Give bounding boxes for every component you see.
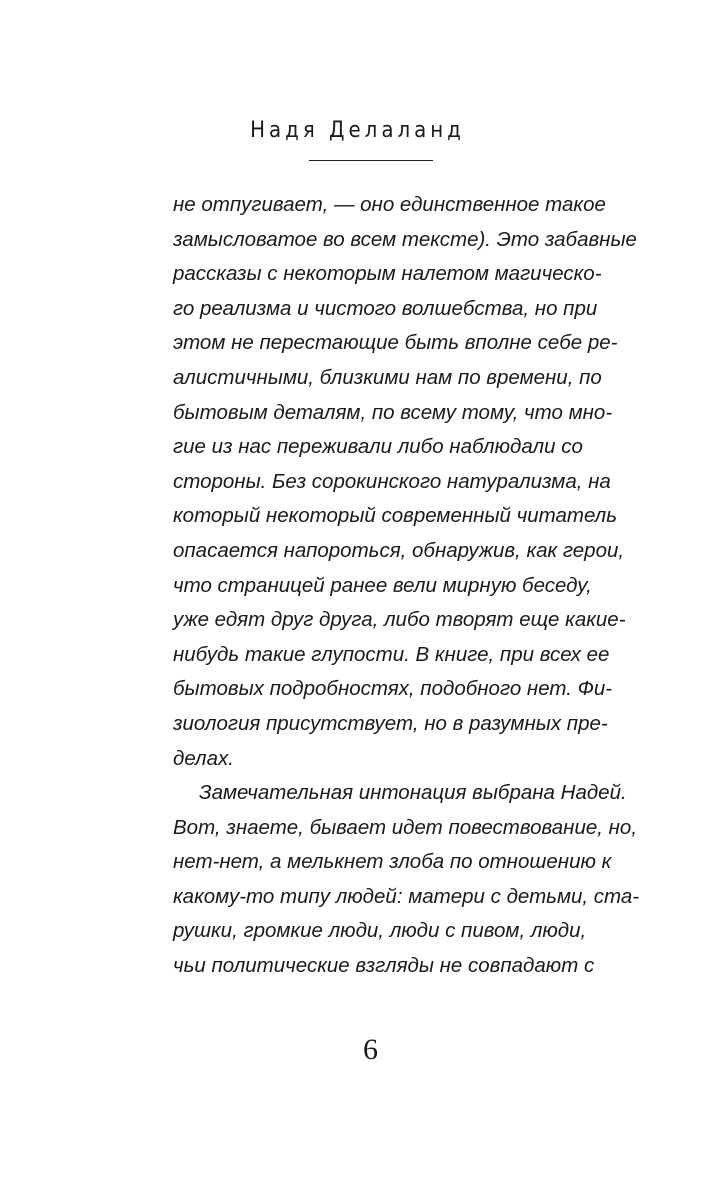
text-line: рушки, громкие люди, люди с пивом, люди, [173,919,587,943]
text-line: гие из нас переживали либо наблюдали со [173,435,583,459]
text-line: бытовых подробностях, подобного нет. Фи- [173,677,613,701]
text-line: алистичными, близкими нам по времени, по [173,365,602,389]
text-line: бытовым деталям, по всему тому, что мно- [173,400,613,424]
text-line: этом не перестающие быть вполне себе ре- [173,331,618,355]
text-line: нет-нет, а мелькнет злоба по отношению к [173,850,612,874]
text-line: не отпугивает, — оно единственное такое [173,193,606,216]
text-line: который некоторый современный читатель [173,504,618,528]
text-line: рассказы с некоторым налетом магическо- [173,262,602,286]
running-header [0,118,715,143]
text-line: делах. [173,746,234,770]
text-line: стороны. Без сорокинского натурализма, на [173,469,611,493]
text-line: Вот, знаете, бывает идет повествование, но, [173,815,638,839]
text-line: замысловатое во всем тексте). Это забавные [173,227,637,251]
page-number: 6 [363,1033,378,1066]
text-line: чьи политические взгляды не совпадают с [173,954,595,978]
text-line: уже едят друг друга, либо творят еще какие- [173,608,626,632]
text-line: зиология присутствует, но в разумных пре- [173,711,608,735]
text-line: что страницей ранее вели мирную беседу, [173,573,592,597]
text-line: какому-то типу людей: матери с детьми, ста- [173,884,640,908]
body-text [173,188,640,984]
author-name: Надя Делаланд [250,118,465,143]
text-line: нибудь такие глупости. В книге, при всех ее [173,642,610,666]
text-line: опасается напороться, обнаружив, как герои, [173,538,625,562]
text-line: го реализма и чистого волшебства, но при [173,296,598,320]
header-rule [309,160,433,161]
text-line: Замечательная интонация выбрана Надей. [199,781,627,805]
